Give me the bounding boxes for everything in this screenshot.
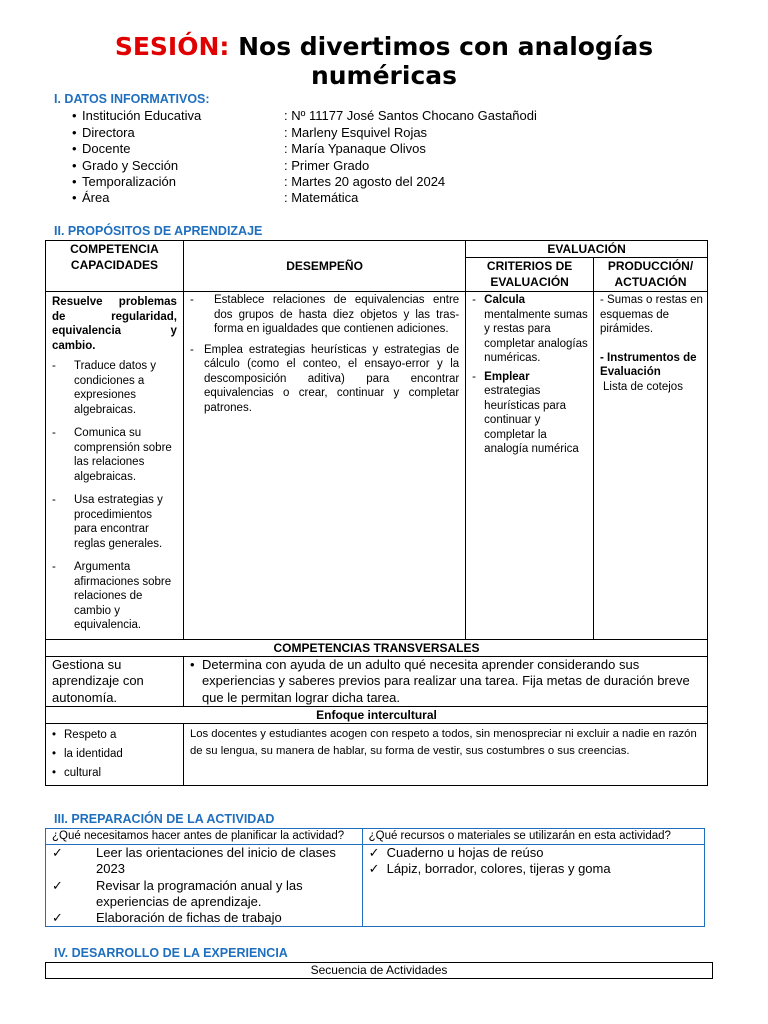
checklist-item: ✓ Lápiz, borrador, colores, tijeras y goma: [368, 861, 611, 877]
desempeno-item: - Emplea estrategias heurísticas y estrategias de cálculo (como el conteo, el ensayo-error y la descomposición aditiva) para encontrar equivalencias o crear, continuar y completar patrones.: [189, 343, 460, 414]
info-value: : Martes 20 agosto del 2024: [284, 174, 446, 189]
title-prefix: SESIÓN:: [114, 32, 230, 61]
check-icon: ✓: [368, 845, 380, 860]
info-label: • Institución Educativa: [72, 108, 202, 123]
preparacion-question-1: ¿Qué necesitamos hacer antes de planificar la actividad?: [46, 829, 363, 845]
transversales-header: COMPETENCIAS TRANSVERSALES: [46, 640, 708, 657]
criterio-item: - Emplear estrategias heurísticas para continuar y completar la analogía numérica: [472, 370, 579, 455]
info-value: : Nº 11177 José Santos Chocano Gastañodi: [284, 108, 537, 123]
section-propositos-heading: II. PROPÓSITOS DE APRENDIZAJE: [54, 224, 263, 238]
capacidad-item: - Comunica su comprensión sobre las relaciones algebraicas.: [52, 427, 172, 483]
preparacion-left-cell: [46, 845, 363, 927]
preparacion-question-2: ¿Qué recursos o materiales se utilizarán en esta actividad?: [362, 829, 704, 845]
preparacion-table: [45, 828, 705, 927]
produccion-text: - Sumas o restas en esquemas de pirámides.: [600, 294, 703, 335]
desempeno-item: - Establece relaciones de equivalencias entre dos grupos de hasta diez objetos y las tras-forma en igualdades que contienen adiciones.: [189, 294, 460, 335]
enfoque-item: • cultural: [52, 767, 102, 779]
capacidad-item: - Argumenta afirmaciones sobre relaciones de cambio y equivalencia.: [52, 561, 172, 631]
info-label: • Directora: [72, 125, 135, 140]
preparacion-right-cell: [362, 845, 704, 927]
produccion-cell: [594, 292, 708, 640]
instrumentos-label: - Instrumentos de Evaluación: [600, 351, 697, 378]
check-icon: ✓: [52, 845, 63, 860]
check-icon: ✓: [52, 910, 63, 926]
checklist-item: ✓ Leer las orientaciones del inicio de clases 2023: [52, 845, 336, 877]
title-line1: Nos divertimos con analogías: [238, 32, 654, 61]
capacidades-cell: [46, 292, 184, 640]
checklist-item: ✓ Elaboración de fichas de trabajo: [52, 910, 282, 926]
transversal-label: Gestiona su aprendizaje con autonomía.: [46, 657, 184, 707]
section-datos-heading: I. DATOS INFORMATIVOS:: [54, 92, 210, 106]
checklist-item: ✓ Revisar la programación anual y las experiencias de aprendizaje.: [52, 877, 303, 909]
desempeno-cell: [183, 292, 465, 640]
criterios-header: CRITERIOS DE EVALUACIÓN: [466, 258, 594, 292]
info-label: • Área: [72, 190, 110, 205]
propositos-table: [45, 240, 708, 786]
transversal-cell: • Determina con ayuda de un adulto qué necesita aprender considerando sus experiencias y saberes previos para realizar una tarea. Fija metas de duración breve que le permitan lograr dicha tarea.: [183, 657, 707, 707]
enfoque-header: Enfoque intercultural: [46, 707, 708, 724]
session-title: [0, 32, 768, 90]
info-value: : Marleny Esquivel Rojas: [284, 125, 428, 140]
enfoque-list: [46, 724, 184, 786]
info-value: : Matemática: [284, 190, 359, 205]
secuencia-table: [45, 962, 713, 979]
capacidad-item: - Usa estrategias y procedimientos para encontrar reglas generales.: [52, 494, 163, 550]
instrumentos-value: Lista de cotejos: [603, 380, 683, 393]
checklist-item: ✓ Cuaderno u hojas de reúso: [368, 845, 544, 860]
evaluacion-header: EVALUACIÓN: [466, 241, 708, 258]
competencia-header: COMPETENCIA CAPACIDADES: [46, 241, 184, 292]
info-value: : María Ypanaque Olivos: [284, 141, 426, 156]
desempeno-header: DESEMPEÑO: [183, 241, 465, 292]
produccion-header: PRODUCCIÓN/ ACTUACIÓN: [594, 258, 708, 292]
criterio-item: - Calcula mentalmente sumas y restas para completar analogías numéricas.: [472, 294, 588, 364]
section-preparacion-heading: III. PREPARACIÓN DE LA ACTIVIDAD: [54, 812, 275, 826]
check-icon: ✓: [52, 877, 63, 893]
transversal-text: Determina con ayuda de un adulto qué necesita aprender considerando sus experiencias y saberes previos para realizar una tarea. Fija metas de duración breve que le permitan lograr dicha tarea.: [201, 657, 690, 705]
competencia-text: Resuelve problemas de regularidad, equivalencia y cambio.: [52, 296, 177, 352]
info-label: • Temporalización: [72, 174, 176, 189]
enfoque-item: • Respeto a: [52, 729, 117, 741]
info-label: • Grado y Sección: [72, 158, 179, 173]
title-line2: numéricas: [310, 61, 458, 90]
info-value: : Primer Grado: [284, 158, 370, 173]
enfoque-item: • la identidad: [52, 748, 123, 760]
secuencia-header: Secuencia de Actividades: [46, 963, 713, 979]
criterios-cell: [466, 292, 594, 640]
enfoque-text: Los docentes y estudiantes acogen con respeto a todos, sin menospreciar ni excluir a nadie en razón de su lengua, su manera de hablar, su forma de vestir, sus costumbres o sus creencias.: [183, 724, 707, 786]
check-icon: ✓: [368, 861, 380, 877]
section-desarrollo-heading: IV. DESARROLLO DE LA EXPERIENCIA: [54, 946, 288, 960]
info-list: [0, 108, 768, 208]
capacidad-item: - Traduce datos y condiciones a expresiones algebraicas.: [52, 360, 157, 416]
info-label: • Docente: [72, 141, 131, 156]
